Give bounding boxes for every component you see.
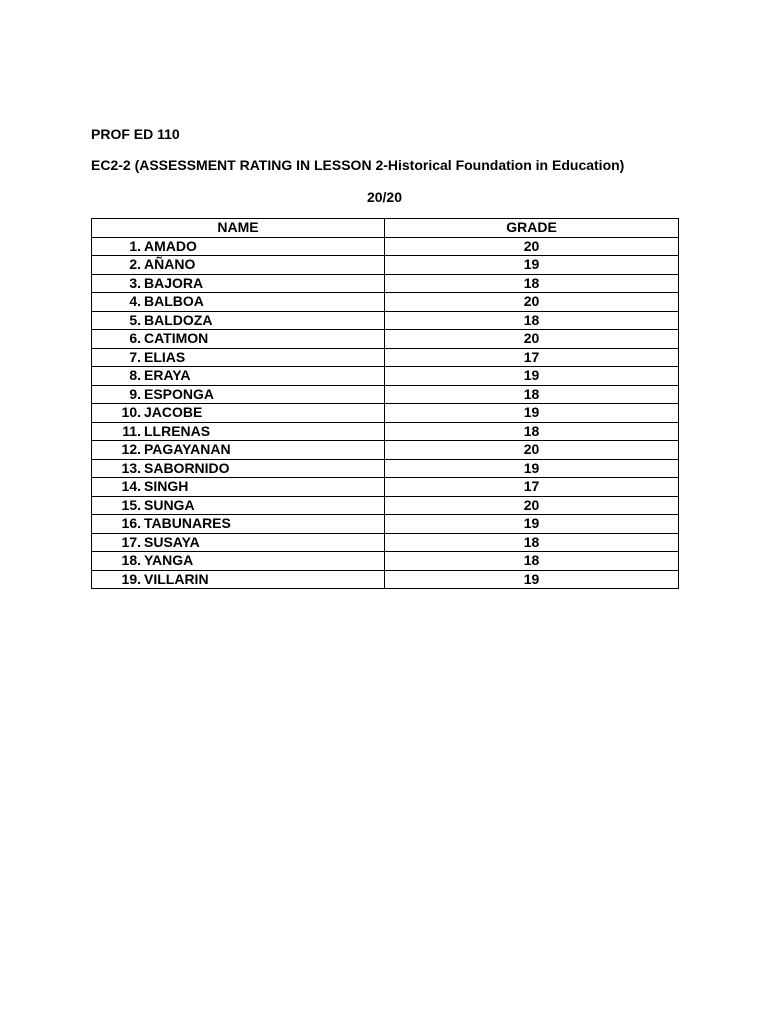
grade-cell: 20	[385, 293, 679, 312]
grade-cell: 18	[385, 533, 679, 552]
row-number: 6.	[129, 330, 141, 347]
row-number: 17.	[121, 533, 141, 550]
student-name: SABORNIDO	[144, 459, 230, 476]
table-row	[92, 478, 679, 497]
table-row	[92, 385, 679, 404]
student-name: AÑANO	[144, 256, 196, 273]
grade-cell: 19	[385, 367, 679, 386]
row-number: 7.	[129, 348, 141, 365]
student-name: ESPONGA	[144, 385, 215, 402]
table-row	[92, 459, 679, 478]
row-number: 9.	[129, 385, 141, 402]
student-name-cell	[92, 496, 385, 515]
table-row	[92, 311, 679, 330]
row-number: 8.	[129, 367, 141, 384]
grade-cell: 19	[385, 256, 679, 275]
student-name-cell	[92, 515, 385, 534]
student-name: YANGA	[144, 552, 194, 569]
row-number: 2.	[129, 256, 141, 273]
assessment-title: EC2-2 (ASSESSMENT RATING IN LESSON 2-Historical Foundation in Education)	[91, 157, 625, 173]
grades-table	[91, 218, 679, 589]
student-name: LLRENAS	[144, 422, 211, 439]
table-row	[92, 237, 679, 256]
student-name-cell	[92, 533, 385, 552]
student-name-cell	[92, 404, 385, 423]
table-row	[92, 422, 679, 441]
student-name-cell	[92, 422, 385, 441]
student-name-cell	[92, 367, 385, 386]
row-number: 10.	[121, 404, 141, 421]
row-number: 19.	[121, 570, 141, 587]
grade-cell: 20	[385, 496, 679, 515]
grade-column-header: GRADE	[385, 219, 679, 238]
student-name: AMADO	[144, 237, 197, 254]
student-name-cell	[92, 348, 385, 367]
student-name: BAJORA	[144, 274, 204, 291]
student-name: TABUNARES	[144, 515, 231, 532]
student-name: SINGH	[144, 478, 189, 495]
table-row	[92, 552, 679, 571]
student-name-cell	[92, 441, 385, 460]
row-number: 12.	[121, 441, 141, 458]
grade-cell: 20	[385, 237, 679, 256]
grade-cell: 19	[385, 515, 679, 534]
student-name: CATIMON	[144, 330, 209, 347]
table-row	[92, 348, 679, 367]
grade-cell: 17	[385, 348, 679, 367]
table-row	[92, 441, 679, 460]
grade-cell: 17	[385, 478, 679, 497]
row-number: 5.	[129, 311, 141, 328]
student-name-cell	[92, 293, 385, 312]
row-number: 13.	[121, 459, 141, 476]
row-number: 11.	[122, 422, 141, 439]
grade-cell: 18	[385, 552, 679, 571]
grade-cell: 19	[385, 404, 679, 423]
table-row	[92, 533, 679, 552]
row-number: 3.	[129, 274, 141, 291]
grade-cell: 19	[385, 570, 679, 589]
table-header-row	[92, 219, 679, 238]
table-row	[92, 570, 679, 589]
grade-cell: 20	[385, 441, 679, 460]
table-row	[92, 367, 679, 386]
grade-cell: 20	[385, 330, 679, 349]
grade-cell: 18	[385, 385, 679, 404]
student-name: ELIAS	[144, 348, 186, 365]
student-name-cell	[92, 570, 385, 589]
student-name-cell	[92, 311, 385, 330]
student-name: BALDOZA	[144, 311, 213, 328]
student-name: JACOBE	[144, 404, 203, 421]
student-name: PAGAYANAN	[144, 441, 231, 458]
student-name-cell	[92, 330, 385, 349]
grade-cell: 18	[385, 274, 679, 293]
table-row	[92, 404, 679, 423]
row-number: 1.	[129, 237, 141, 254]
student-name: BALBOA	[144, 293, 204, 310]
row-number: 4.	[129, 293, 141, 310]
student-name: SUSAYA	[144, 533, 200, 550]
student-name: ERAYA	[144, 367, 191, 384]
table-row	[92, 330, 679, 349]
table-body	[92, 237, 679, 589]
student-name: VILLARIN	[144, 570, 209, 587]
grade-cell: 18	[385, 311, 679, 330]
student-name-cell	[92, 478, 385, 497]
row-number: 18.	[121, 552, 141, 569]
row-number: 15.	[121, 496, 141, 513]
student-name-cell	[92, 256, 385, 275]
student-name-cell	[92, 552, 385, 571]
row-number: 14.	[121, 478, 141, 495]
table-row	[92, 515, 679, 534]
row-number: 16.	[121, 515, 141, 532]
student-name-cell	[92, 237, 385, 256]
student-name: SUNGA	[144, 496, 195, 513]
student-name-cell	[92, 385, 385, 404]
student-name-cell	[92, 274, 385, 293]
table-row	[92, 293, 679, 312]
total-score: 20/20	[366, 189, 403, 205]
table-row	[92, 256, 679, 275]
table-row	[92, 496, 679, 515]
grade-cell: 19	[385, 459, 679, 478]
table-row	[92, 274, 679, 293]
course-title: PROF ED 110	[91, 126, 180, 142]
student-name-cell	[92, 459, 385, 478]
name-column-header: NAME	[92, 219, 385, 238]
grade-cell: 18	[385, 422, 679, 441]
